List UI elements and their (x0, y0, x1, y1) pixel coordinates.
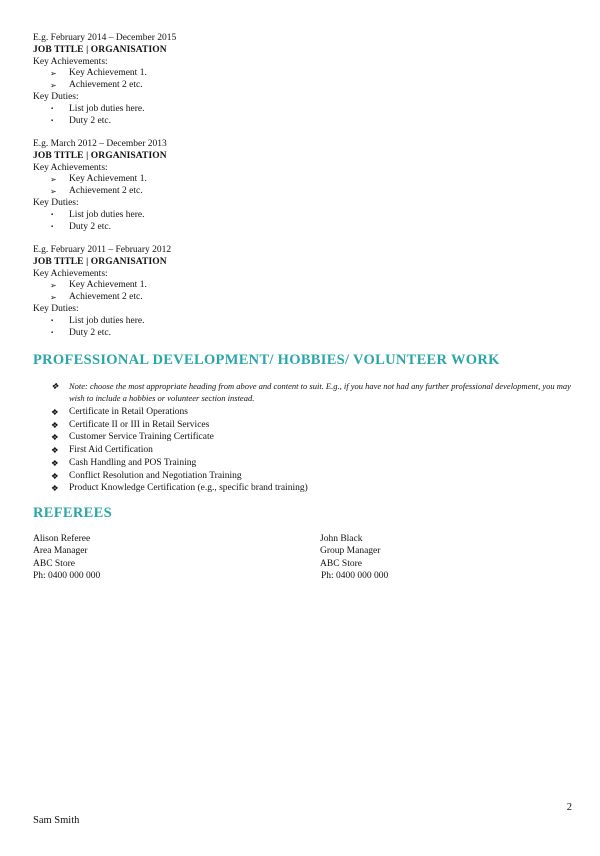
square-bullet-icon: ▪ (51, 211, 54, 218)
referees-heading: REFEREES (33, 505, 112, 521)
arrow-bullet-icon: ➢ (50, 81, 57, 91)
certificate-item: ❖ Certificate in Retail Operations (51, 407, 188, 417)
note-item: ❖ Note: choose the most appropriate heading from above and content to suit. E.g., if you have not had any further professional development, you may wish to include a hobbies or volunteer section instead. (51, 381, 571, 403)
diamond-bullet-icon: ❖ (51, 445, 59, 456)
experience-entry (33, 33, 553, 127)
achievement-item: ➢ Achievement 2 etc. (50, 80, 143, 91)
achievement-item: ➢ Achievement 2 etc. (50, 186, 143, 197)
duty-item: ▪ List job duties here. (51, 103, 145, 114)
job-title: JOB TITLE | ORGANISATION (33, 44, 167, 55)
duties-label: Key Duties: (33, 91, 79, 102)
square-bullet-icon: ▪ (51, 105, 54, 112)
diamond-bullet-icon: ❖ (51, 483, 59, 494)
diamond-bullet-icon: ❖ (51, 419, 59, 430)
achievements-label: Key Achievements: (33, 268, 108, 279)
duty-item: ▪ List job duties here. (51, 315, 145, 326)
duty-item: ▪ Duty 2 etc. (51, 221, 111, 232)
certificate-item: ❖ First Aid Certification (51, 445, 153, 456)
referee-name: John Black (320, 534, 363, 544)
referee-phone: Ph: 0400 000 000 (33, 570, 101, 581)
arrow-bullet-icon: ➢ (50, 293, 57, 303)
referee-role: Area Manager (33, 546, 88, 557)
referee-role: Group Manager (320, 546, 381, 557)
duties-label: Key Duties: (33, 197, 79, 208)
referee-company: ABC Store (320, 558, 362, 569)
certificate-item: ❖ Conflict Resolution and Negotiation Training (51, 470, 242, 481)
arrow-bullet-icon: ➢ (50, 281, 57, 291)
experience-entry (33, 139, 553, 233)
duty-item: ▪ Duty 2 etc. (51, 115, 111, 126)
square-bullet-icon: ▪ (51, 329, 54, 336)
diamond-bullet-icon: ❖ (51, 470, 59, 481)
arrow-bullet-icon: ➢ (50, 175, 57, 185)
page-number: 2 (566, 802, 572, 813)
job-date: E.g. February 2014 – December 2015 (33, 33, 177, 43)
certificate-item: ❖ Certificate II or III in Retail Services (51, 419, 210, 430)
achievement-item: ➢ Achievement 2 etc. (50, 292, 143, 303)
diamond-bullet-icon: ❖ (51, 407, 59, 417)
experience-entry (33, 245, 553, 339)
job-title: JOB TITLE | ORGANISATION (33, 150, 167, 161)
diamond-bullet-icon: ❖ (51, 457, 59, 468)
diamond-bullet-icon: ❖ (51, 381, 59, 391)
professional-development-heading: PROFESSIONAL DEVELOPMENT/ HOBBIES/ VOLUNTEER WORK (33, 352, 500, 368)
square-bullet-icon: ▪ (51, 317, 54, 324)
achievement-item: ➢ Key Achievement 1. (50, 174, 147, 185)
referee-name: Alison Referee (33, 534, 91, 544)
arrow-bullet-icon: ➢ (50, 187, 57, 197)
duty-item: ▪ Duty 2 etc. (51, 327, 111, 338)
achievements-label: Key Achievements: (33, 162, 108, 173)
achievement-item: ➢ Key Achievement 1. (50, 68, 147, 79)
job-date: E.g. February 2011 – February 2012 (33, 245, 172, 255)
duty-item: ▪ List job duties here. (51, 209, 145, 220)
footer-name: Sam Smith (33, 815, 80, 826)
square-bullet-icon: ▪ (51, 117, 54, 124)
job-date: E.g. March 2012 – December 2013 (33, 139, 167, 149)
referee-left (33, 533, 233, 582)
certificate-item: ❖ Cash Handling and POS Training (51, 457, 197, 468)
referee-phone: Ph: 0400 000 000 (321, 570, 389, 581)
achievements-label: Key Achievements: (33, 56, 108, 67)
diamond-bullet-icon: ❖ (51, 432, 59, 443)
square-bullet-icon: ▪ (51, 223, 54, 230)
certificate-item: ❖ Customer Service Training Certificate (51, 432, 214, 443)
certificate-item: ❖ Product Knowledge Certification (e.g., specific brand training) (51, 483, 308, 494)
professional-development-list (51, 381, 581, 495)
duties-label: Key Duties: (33, 303, 79, 314)
referee-company: ABC Store (33, 558, 75, 569)
job-title: JOB TITLE | ORGANISATION (33, 256, 167, 267)
arrow-bullet-icon: ➢ (50, 69, 57, 79)
referee-right (320, 533, 520, 582)
achievement-item: ➢ Key Achievement 1. (50, 280, 147, 291)
